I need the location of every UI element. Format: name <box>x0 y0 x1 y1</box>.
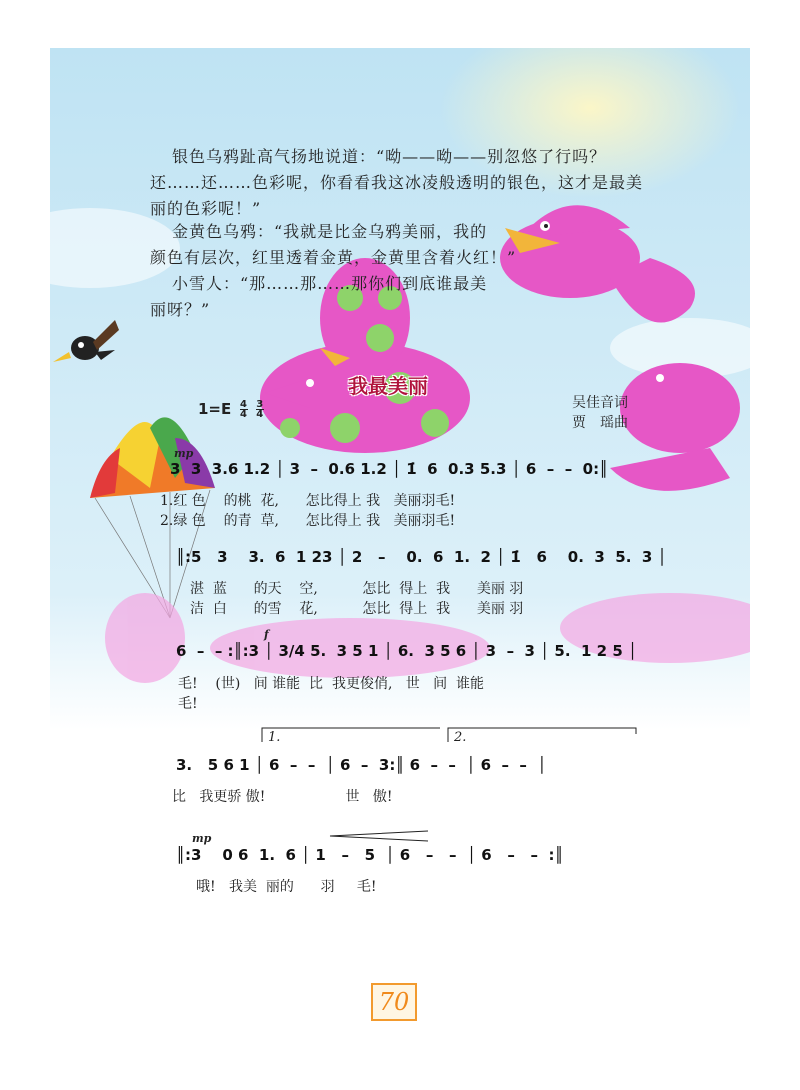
story-line: 丽呀？” <box>150 300 211 319</box>
score-row-1-lyric-verse-2: 2.绿 色 的青 草, 怎比得上 我 美丽羽毛! <box>160 513 456 529</box>
score-row-4-lyric: 比 我更骄 傲! 世 傲! <box>172 789 393 805</box>
key-signature <box>198 400 264 419</box>
volta-brackets <box>0 722 800 752</box>
dynamic-mp-2: mp <box>192 832 212 845</box>
score-row-3-notes: 6 – – :║:3 │ 3/4 5. 3 5 1 │ 6. 3 5 6 │ 3 – 3 │ 5. 1 2 5 │ <box>176 642 638 660</box>
volta-2-label: 2. <box>454 730 467 745</box>
dynamic-mp: mp <box>174 447 194 460</box>
crescendo-hairpin <box>0 828 800 848</box>
dynamic-f: f <box>264 628 269 641</box>
score-row-1-notes: 3 3 3.6 1.2 │ 3 – 0.6 1.2 │ 1̇ 6 0.3 5.3 │ 6 – – 0:║ <box>170 460 609 478</box>
story-line: 银色乌鸦趾高气扬地说道：“呦——呦——别忽悠了行吗？ <box>172 147 607 166</box>
score-row-5-notes: ║:3 0 6 1. 6 │ 1 – 5 │ 6 – – │ 6 – – :║ <box>176 846 564 864</box>
story-line: 颜色有层次，红里透着金黄，金黄里含着火红！” <box>150 248 517 267</box>
story-line: 小雪人：“那……那……那你们到底谁最美 <box>172 274 488 293</box>
key-label: 1=E <box>198 400 232 418</box>
story-line: 还……还……色彩呢，你看看我这冰凌般透明的银色，这才是最美 <box>150 173 644 192</box>
score-row-3-lyric-verse-1: 毛! (世) 间 谁能 比 我更俊俏, 世 间 谁能 <box>178 676 485 692</box>
score-row-3-lyric-verse-2: 毛! <box>178 696 198 712</box>
score-row-2-notes: ║:5 3 3. 6 1 23 │ 2 – 0. 6 1. 2 │ 1̇ 6 0. 3 5. 3 │ <box>176 548 667 566</box>
song-title: 我最美丽 <box>348 374 428 398</box>
lyricist-credit: 吴佳音词 <box>572 395 628 411</box>
score-row-5-lyric: 哦! 我美 丽的 羽 毛! <box>196 879 377 895</box>
score-row-2-lyric-verse-2: 洁 白 的雪 花, 怎比 得上 我 美丽 羽 <box>190 601 524 617</box>
story-line: 丽的色彩呢！” <box>150 199 262 218</box>
composer-credit: 贾 瑶曲 <box>572 415 628 431</box>
score-row-2-lyric-verse-1: 湛 蓝 的天 空, 怎比 得上 我 美丽 羽 <box>190 581 524 597</box>
story-line: 金黄色乌鸦：“我就是比金乌鸦美丽，我的 <box>172 222 488 241</box>
score-row-4-notes: 3. 5 6 1 │ 6 – – │ 6 – 3:║ 6 – – │ 6 – – │ <box>176 756 547 774</box>
volta-1-label: 1. <box>268 730 281 745</box>
score-row-1-lyric-verse-1: 1.红 色 的桃 花, 怎比得上 我 美丽羽毛! <box>160 493 456 509</box>
time-signature-2: $\frac{3}{4}$ <box>256 399 264 420</box>
time-signature-1: $\frac{4}{4}$ <box>240 399 247 420</box>
page-number: 70 <box>371 983 417 1021</box>
